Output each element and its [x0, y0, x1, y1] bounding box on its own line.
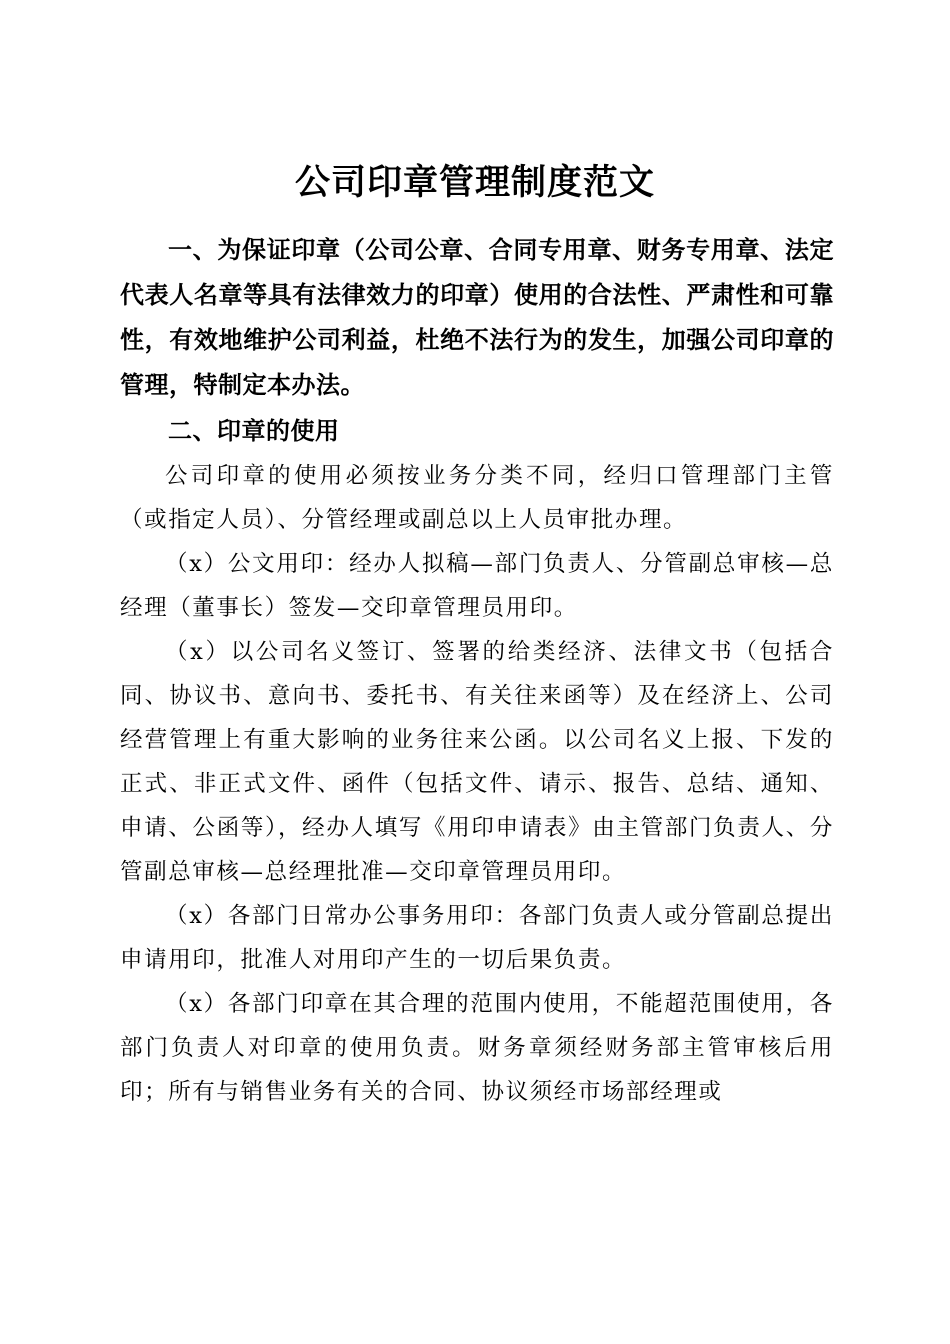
- usage-overview-paragraph: 公司印章的使用必须按业务分类不同，经归口管理部门主管（或指定人员）、分管经理或副总以上人员审批办理。: [120, 463, 834, 533]
- document-title: 公司印章管理制度范文: [294, 162, 655, 204]
- section-one-paragraph: 一、为保证印章（公司公章、合同专用章、财务专用章、法定代表人名章等具有法律效力的印章）使用的合法性、严肃性和可靠性，有效地维护公司利益，杜绝不法行为的发生，加强公司印章的管理，特制定本办法。: [120, 236, 834, 399]
- document-seal-paragraph: （x）公文用印：经办人拟稿—部门负责人、分管副总审核—总经理（董事长）签发—交印章管理员用印。: [120, 551, 834, 621]
- document-body: [120, 228, 834, 1114]
- daily-office-paragraph: （x）各部门日常办公事务用印：各部门负责人或分管副总提出申请用印，批准人对用印产生的一切后果负责。: [120, 903, 834, 973]
- company-document-paragraph: （x）以公司名义签订、签署的给类经济、法律文书（包括合同、协议书、意向书、委托书、有关往来函等）及在经济上、公司经营管理上有重大影响的业务往来公函。以公司名义上报、下发的正式、非正式文件、函件（包括文件、请示、报告、总结、通知、申请、公函等），经办人填写《用印申请表》由主管部门负责人、分管副总审核—总经理批准—交印章管理员用印。: [120, 639, 834, 885]
- department-seal-paragraph: （x）各部门印章在其合理的范围内使用，不能超范围使用，各部门负责人对印章的使用负责。财务章须经财务部主管审核后用印；所有与销售业务有关的合同、协议须经市场部经理或: [120, 991, 834, 1105]
- section-two-heading: 二、印章的使用: [168, 417, 340, 445]
